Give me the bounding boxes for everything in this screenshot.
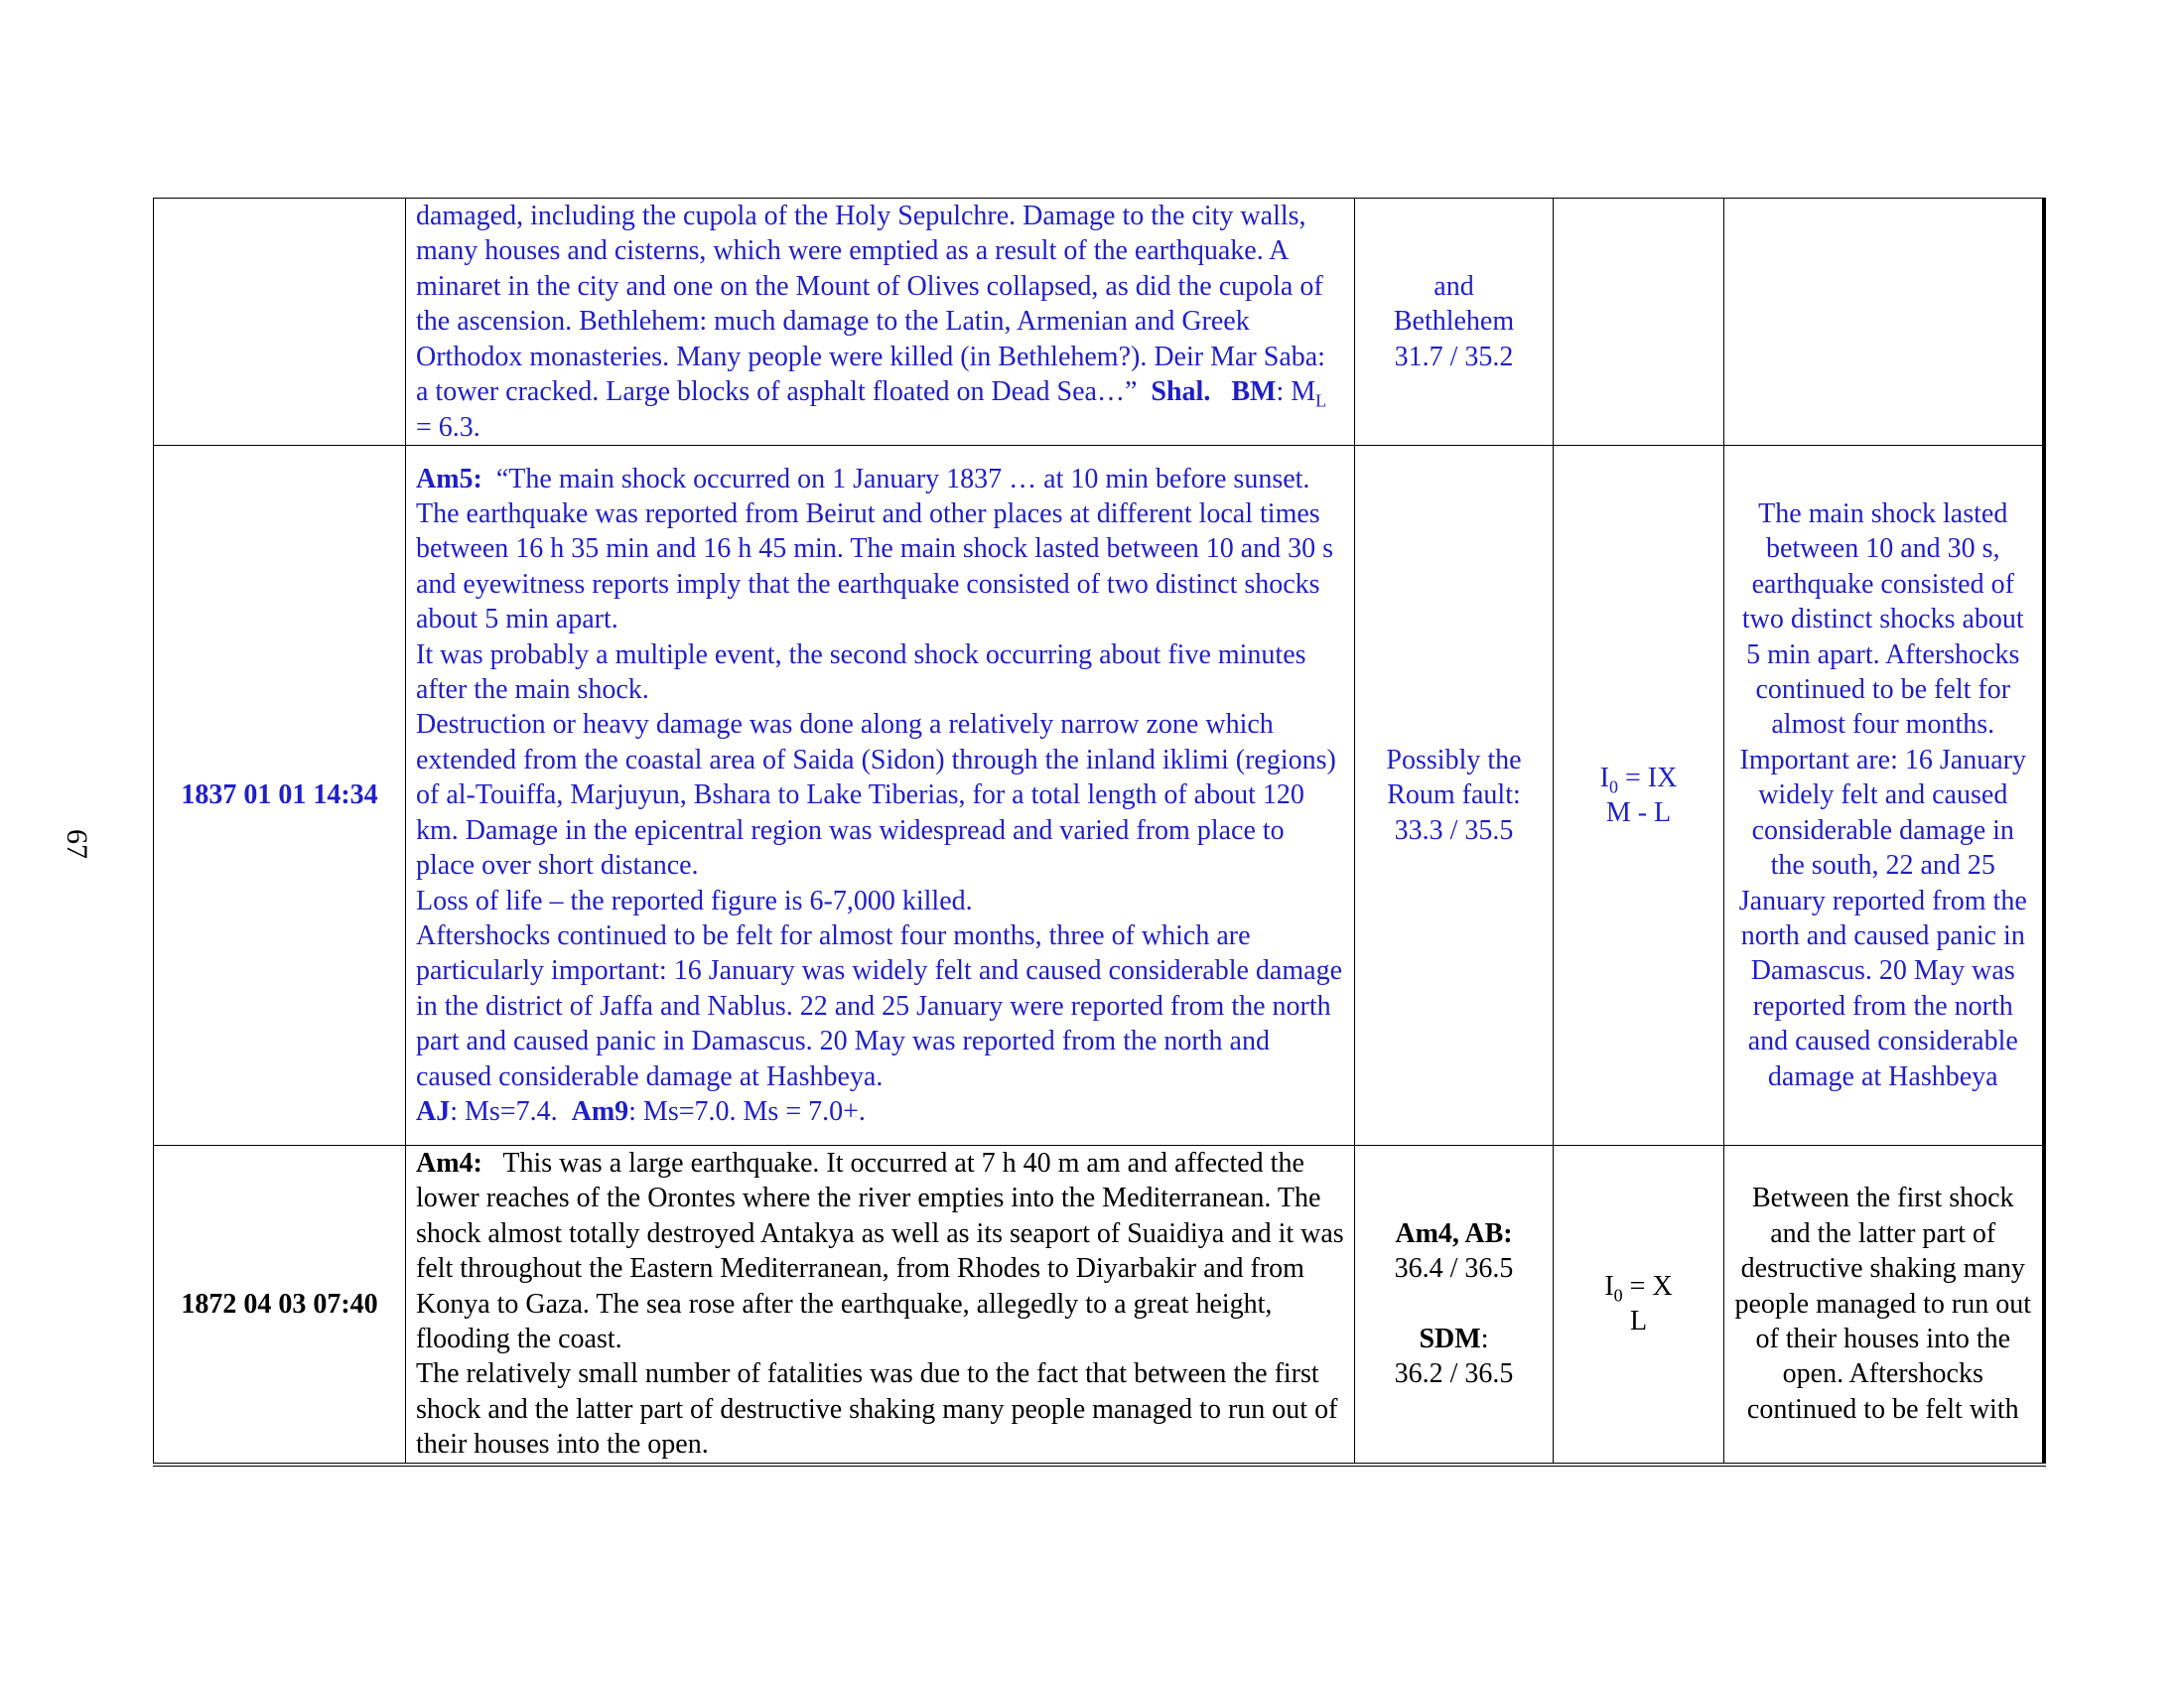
source-ref: Shal.	[1151, 376, 1211, 408]
page-number: 67	[61, 829, 93, 859]
description-paragraph	[416, 918, 1344, 1129]
remarks-cell	[1724, 199, 2044, 446]
description-text: This was a large earthquake. It occurred at 7 h 40 m am and affected the lower reaches of the Orontes where the river empties into the Mediterranean. The shock almost totally destroyed Antakya as well as its seaport of Suaidiya and it was felt throughout the Eastern Mediterranean, from Rhodes to Diyarbakir and from Konya to Gaza. The sea rose after the earthquake, allegedly to a great height, flooding the coast.	[416, 1148, 1344, 1355]
location-line: Roum fault:	[1387, 779, 1521, 811]
description-paragraph: Destruction or heavy damage was done along a relatively narrow zone which extended from the coastal area of Saida (Sidon) through the inland iklimi (regions) of al-Touiffa, Marjuyun, Bshara to Lake Tiberias, for a total length of about 120 km. Damage in the epicentral region was widespread and varied from place to place over short distance.	[416, 709, 1336, 882]
source-ref: Am9	[571, 1095, 629, 1127]
intensity-subscript: 0	[1613, 1285, 1623, 1306]
intensity-cell	[1554, 446, 1724, 1146]
table-row	[154, 199, 2044, 446]
source-ref: Am4:	[416, 1148, 482, 1179]
table-row	[154, 446, 2044, 1146]
location-line: Possibly the	[1386, 744, 1522, 775]
description-text: damaged, including the cupola of the Holy Sepulchre. Damage to the city walls, many houses and cisterns, which were emptied as a result of the earthquake. A minaret in the city and one on the Mount of Olives collapsed, as did the cupola of the ascension. Bethlehem: much damage to the Latin, Armenian and Greek Orthodox monasteries. Many people were killed (in Bethlehem?). Deir Mar Saba: a tower cracked. Large blocks of asphalt floated on Dead Sea…”	[416, 201, 1325, 408]
source-ref: Am4, AB:	[1395, 1218, 1513, 1250]
location-source	[1365, 1322, 1543, 1356]
intensity-symbol: I	[1599, 762, 1609, 793]
description-text: Aftershocks continued to be felt for almost four months, three of which are particularly important: 16 January was widely felt and caused considerable damage in the district of Jaffa and Nablus. 22 and 25 January were reported from the north part and caused panic in Damascus. 20 May was reported from the north and caused considerable damage at Hashbeya.	[416, 919, 1342, 1092]
source-ref: Am5:	[416, 463, 482, 494]
location-coordinates: 36.4 / 36.5	[1394, 1253, 1514, 1285]
description-paragraph	[416, 1146, 1344, 1356]
magnitude-value: : Ms=7.0. Ms = 7.0+.	[628, 1095, 866, 1127]
remarks-cell: The main shock lasted between 10 and 30 s, earthquake consisted of two distinct shocks about 5 min apart. Aftershocks continued to be felt for almost four months. Important are: 16 January widely felt and caused considerable damage in the south, 22 and 25 January reported from the north and caused panic in Damascus. 20 May was reported from the north and caused considerable damage at Hashbeya	[1724, 446, 2044, 1146]
intensity-value	[1564, 1269, 1713, 1304]
date-cell: 1837 01 01 14:34	[154, 446, 406, 1146]
description-text: “The main shock occurred on 1 January 1837 … at 10 min before sunset. The earthquake was reported from Beirut and other places at different local times between 16 h 35 min and 16 h 45 min. The main shock lasted between 10 and 30 s and eyewitness reports imply that the earthquake consisted of two distinct shocks about 5 min apart.	[416, 463, 1334, 635]
magnitude-type: M - L	[1605, 797, 1672, 828]
location-coordinates: 33.3 / 35.5	[1394, 814, 1514, 846]
location-source	[1365, 1216, 1543, 1251]
earthquake-catalog-table	[153, 198, 2046, 1467]
description-paragraph: Loss of life – the reported figure is 6-7,000 killed.	[416, 885, 973, 916]
date-cell: 1872 04 03 07:40	[154, 1146, 406, 1465]
remarks-cell: Between the first shock and the latter part of destructive shaking many people managed to run out of their houses into the open. Aftershocks continued to be felt with	[1724, 1146, 2044, 1465]
intensity-value	[1564, 761, 1713, 795]
description-paragraph: The relatively small number of fatalities was due to the fact that between the first shock and the latter part of destructive shaking many people managed to run out of their houses into the open.	[416, 1358, 1338, 1461]
magnitude-value: = 6.3.	[416, 411, 480, 443]
intensity-cell	[1554, 199, 1724, 446]
description-cell	[406, 1146, 1355, 1465]
intensity-symbol: I	[1604, 1270, 1614, 1302]
magnitude-type: L	[1629, 1306, 1648, 1337]
location-cell	[1355, 199, 1554, 446]
table-row	[154, 1146, 2044, 1465]
date-cell	[154, 199, 406, 446]
intensity-number: = IX	[1617, 762, 1678, 793]
location-line: and	[1433, 270, 1474, 302]
description-cell	[406, 446, 1355, 1146]
location-cell	[1355, 446, 1554, 1146]
description-paragraph: It was probably a multiple event, the second shock occurring about five minutes after the main shock.	[416, 638, 1306, 706]
intensity-subscript: 0	[1608, 776, 1618, 797]
source-ref: BM	[1231, 376, 1277, 408]
intensity-cell	[1554, 1146, 1724, 1465]
location-coordinates: 36.2 / 36.5	[1394, 1358, 1514, 1390]
location-coordinates: 31.7 / 35.2	[1394, 341, 1514, 372]
description-paragraph	[416, 462, 1344, 637]
magnitude-label: : M	[1276, 376, 1316, 408]
spacer	[1365, 1287, 1543, 1322]
intensity-number: = X	[1622, 1270, 1673, 1302]
description-cell	[406, 199, 1355, 446]
magnitude-subscript: L	[1315, 390, 1327, 411]
magnitude-value: : Ms=7.4.	[450, 1095, 558, 1127]
location-line: Bethlehem	[1393, 306, 1515, 338]
location-cell	[1355, 1146, 1554, 1465]
source-ref: SDM	[1419, 1323, 1481, 1354]
source-ref: AJ	[416, 1095, 451, 1127]
separator: :	[1480, 1323, 1489, 1354]
